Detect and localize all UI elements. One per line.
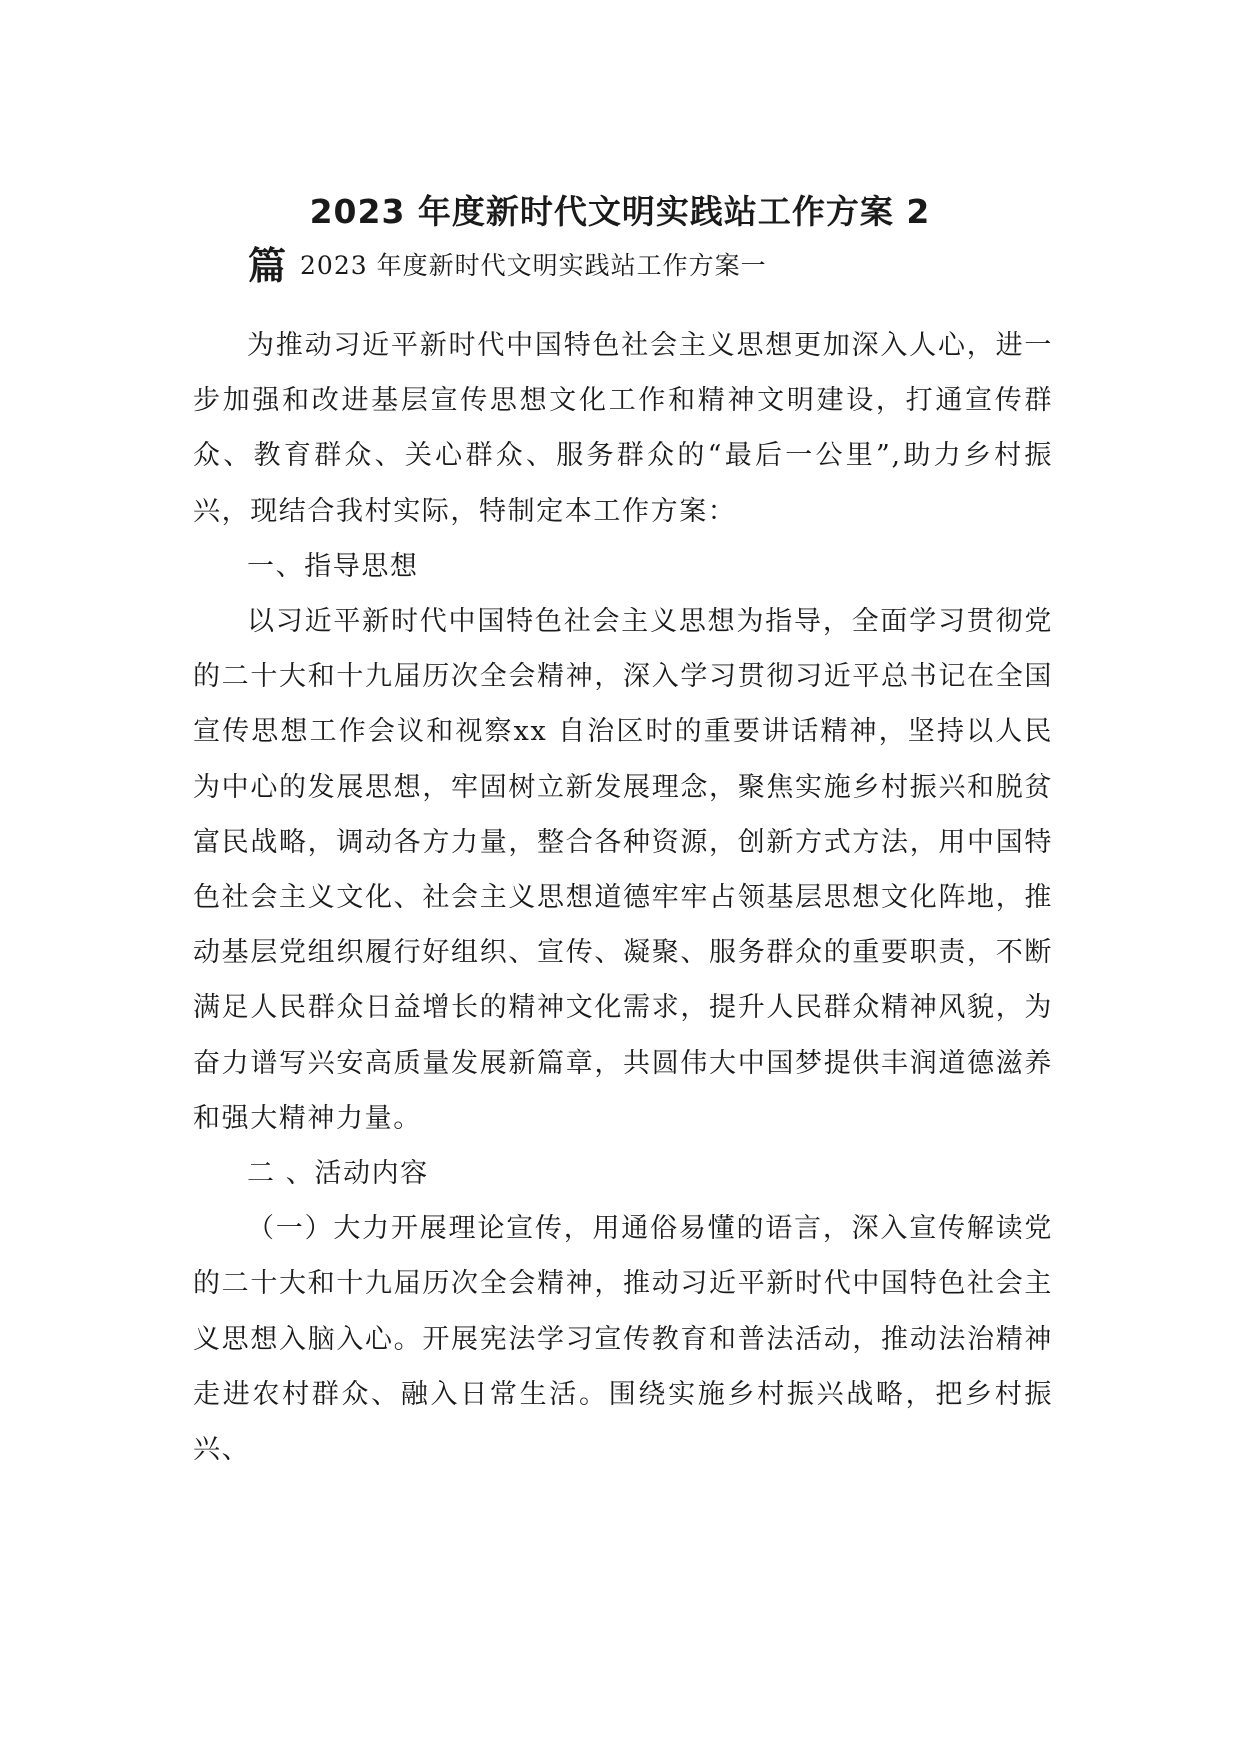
activity-content-paragraph: （一）大力开展理论宣传，用通俗易懂的语言，深入宣传解读党的二十大和十九届历次全会精神，推动习近平新时代中国特色社会主义思想入脑入心。开展宪法学习宣传教育和普法活动，推动法治精神走进农村群众、融入日常生活。围绕实施乡村振兴战略，把乡村振兴、: [193, 1213, 1053, 1466]
guiding-ideology-paragraph: 以习近平新时代中国特色社会主义思想为指导，全面学习贯彻党的二十大和十九届历次全会精神，深入学习贯彻习近平总书记在全国宣传思想工作会议和视察xx 自治区时的重要讲话精神，坚持以人民为中心的发展思想，牢固树立新发展理念，聚焦实施乡村振兴和脱贫富民战略，调动各方力量，整合各种资源，创新方式方法，用中国特色社会主义文化、社会主义思想道德牢牢占领基层思想文化阵地，推动基层党组织履行好组织、宣传、凝聚、服务群众的重要职责，不断满足人民群众日益增长的精神文化需求，提升人民群众精神风貌，为奋力谱写兴安高质量发展新篇章，共圆伟大中国梦提供丰润道德滋养和强大精神力量。: [193, 606, 1053, 1134]
subtitle-mark: 篇: [248, 244, 287, 288]
section-heading-guiding-ideology: 一、指导思想: [247, 550, 419, 582]
document-subtitle: [248, 236, 1148, 296]
document-body: [193, 318, 1053, 1477]
subtitle-text: 2023 年度新时代文明实践站工作方案一: [300, 251, 767, 280]
document-title: 2023 年度新时代文明实践站工作方案 2: [309, 192, 931, 231]
intro-paragraph: 为推动习近平新时代中国特色社会主义思想更加深入人心，进一步加强和改进基层宣传思想文化工作和精神文明建设，打通宣传群众、教育群众、关心群众、服务群众的“最后一公里”,助力乡村振兴，现结合我村实际，特制定本工作方案：: [193, 330, 1053, 527]
section-heading-activity-content: 二 、活动内容: [247, 1158, 429, 1190]
